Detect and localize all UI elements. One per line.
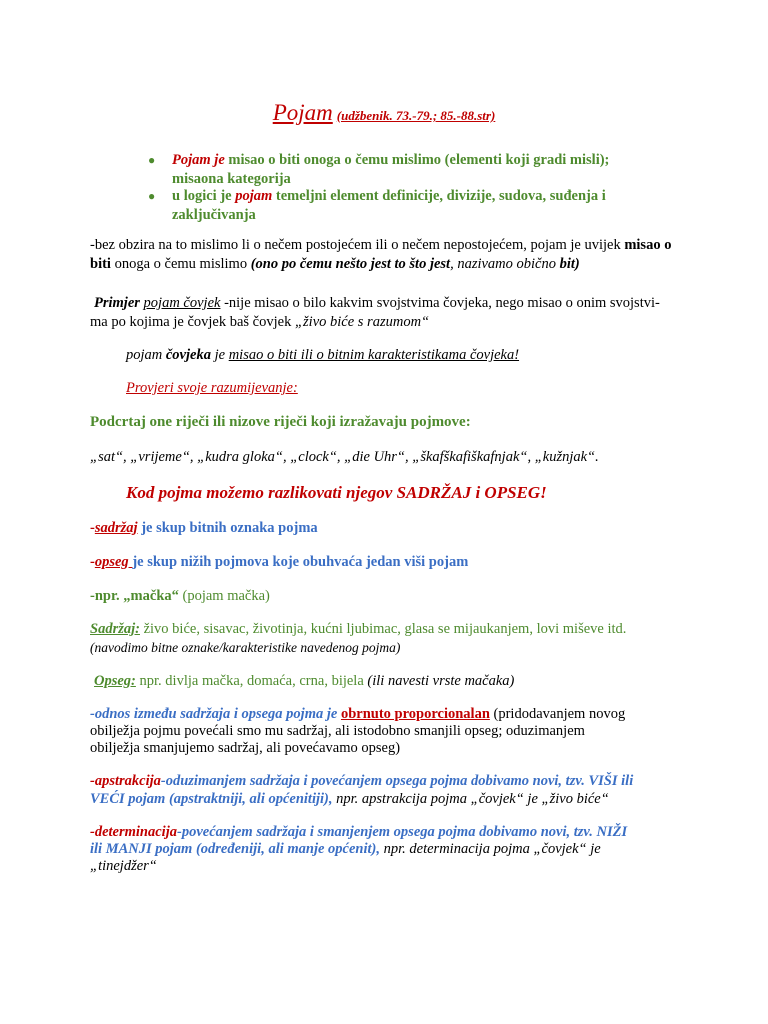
para1-text-2: onoga o čemu mislimo [110, 256, 251, 272]
bullet-1-text: misao o biti onoga o čemu mislimo (elementi koji gradi misli); [224, 152, 610, 168]
para1-bold: misao o [624, 237, 672, 253]
abstraction-line-1 [90, 772, 633, 791]
para1-line-2 [90, 255, 580, 274]
indented-a: pojam [126, 347, 166, 363]
example-text-2: ma po kojima je čovjek baš čovjek [90, 314, 295, 330]
example-term: pojam čovjek [143, 295, 221, 311]
npr-label: -npr. „mačka“ [90, 588, 179, 604]
relation-term: obrnuto proporcionalan [340, 706, 490, 722]
task-text: Podcrtaj one riječi ili nizove riječi koji izražavaju pojmove: [90, 414, 471, 430]
opseg-example-label: Opseg: [94, 673, 136, 689]
bullet-2-line-1 [172, 187, 606, 206]
opseg-example-text: npr. divlja mačka, domaća, crna, bijela [135, 673, 368, 689]
determination-line-2 [90, 840, 601, 859]
bullet-2-term: pojam [235, 188, 273, 204]
bullet-2-text-a: u logici je [172, 188, 236, 204]
words-list: „sat“, „vrijeme“, „kudra gloka“, „clock“, „die Uhr“, „škafškafiškafnjak“, „kužnjak“. [90, 449, 599, 465]
opseg-example [94, 672, 514, 691]
bullet-dot: ● [148, 189, 156, 203]
determination-line-3: „tinejdžer“ [90, 858, 157, 874]
bullet-2-text-c: temeljni element definicije, divizije, sudova, suđenja i [272, 188, 606, 204]
bullet-1-line-2: misaona kategorija [172, 171, 291, 187]
indented-bold: čovjeka [165, 347, 211, 363]
abstraction-example: npr. apstrakcija pojma „čovjek“ je „živo biće“ [332, 791, 609, 807]
sadrzaj-example [90, 620, 626, 639]
relation-line-3: obilježja smanjujemo sadržaj, ali povećavamo opseg) [90, 740, 401, 756]
relation-line-2: obilježja pojmu povećali smo mu sadržaj, ali istodobno smanjili opseg; oduzimanjem [90, 723, 585, 739]
para1-italic: , nazivamo obično [450, 256, 560, 272]
abstraction-text-2: VEĆI pojam (apstraktniji, ali općenitiji), [90, 791, 333, 807]
sadrzaj-example-label: Sadržaj: [90, 621, 140, 637]
bullet-1-line-1 [172, 151, 609, 170]
example-quote: „živo biće s razumom“ [294, 314, 430, 330]
relation-text-c: (pridodavanjem novog [489, 706, 626, 722]
section-heading: Kod pojma možemo razlikovati njegov SADRŽAJ i OPSEG! [126, 483, 547, 502]
dash: - [90, 520, 95, 536]
npr-text: (pojam mačka) [178, 588, 270, 604]
check-heading: Provjeri svoje razumijevanje: [126, 380, 298, 396]
example-line-2 [90, 313, 429, 332]
bullet-dot: ● [148, 153, 156, 167]
relation-text: -odnos između sadržaja i opsega pojma je [90, 706, 341, 722]
abstraction-text: -oduzimanjem sadržaja i povećanjem opsega pojma dobivamo novi, tzv. VIŠI ili [160, 773, 634, 789]
indented-statement [126, 346, 519, 365]
para1-line-1 [90, 236, 671, 255]
example-text: -nije misao o bilo kakvim svojstvima čovjeka, nego misao o onim svojstvi- [220, 295, 660, 311]
abstraction-line-2 [90, 790, 609, 809]
sadrzaj-text: je skup bitnih oznaka pojma [137, 520, 318, 536]
example-macka [90, 587, 270, 606]
determination-example: npr. determinacija pojma „čovjek“ je [380, 841, 601, 857]
determination-term: -determinacija [90, 824, 177, 840]
indented-underlined: misao o biti ili o bitnim karakteristikama čovjeka! [228, 347, 520, 363]
title-main: Pojam [272, 100, 333, 125]
sadrzaj-term: sadržaj [94, 520, 138, 536]
indented-c: je [210, 347, 229, 363]
para1-text: -bez obzira na to mislimo li o nečem postojećem ili o nečem nepostojećem, pojam je uvijek [90, 237, 625, 253]
determination-text-2: ili MANJI pojam (određeniji, ali manje općenit), [90, 841, 380, 857]
sadrzaj-example-note: (navodimo bitne oznake/karakteristike navedenog pojma) [90, 640, 401, 655]
opseg-text: je skup nižih pojmova koje obuhvaća jedan viši pojam [132, 554, 469, 570]
abstraction-term: -apstrakcija [90, 773, 161, 789]
title-reference: (udžbenik. 73.-79.; 85.-88.str) [336, 108, 496, 123]
para1-bold-italic: (ono po čemu nešto jest to što jest [250, 256, 451, 272]
dash: - [90, 554, 95, 570]
opseg-example-note: (ili navesti vrste mačaka) [367, 673, 515, 689]
opseg-term: opseg [94, 554, 133, 570]
page-title [0, 100, 768, 126]
sadrzaj-example-text: živo biće, sisavac, životinja, kućni ljubimac, glasa se mijaukanjem, lovi miševe itd. [139, 621, 627, 637]
para1-bit-end: bit) [559, 256, 580, 272]
determination-text: -povećanjem sadržaja i smanjenjem opsega pojma dobivamo novi, tzv. NIŽI [177, 824, 628, 840]
para1-bit: biti [90, 256, 111, 272]
example-line-1 [94, 294, 660, 313]
opseg-definition [90, 553, 468, 572]
bullet-2-line-2: zaključivanja [172, 207, 256, 223]
sadrzaj-definition [90, 519, 318, 538]
bullet-1-term: Pojam je [172, 152, 225, 168]
example-label: Primjer [94, 295, 140, 311]
